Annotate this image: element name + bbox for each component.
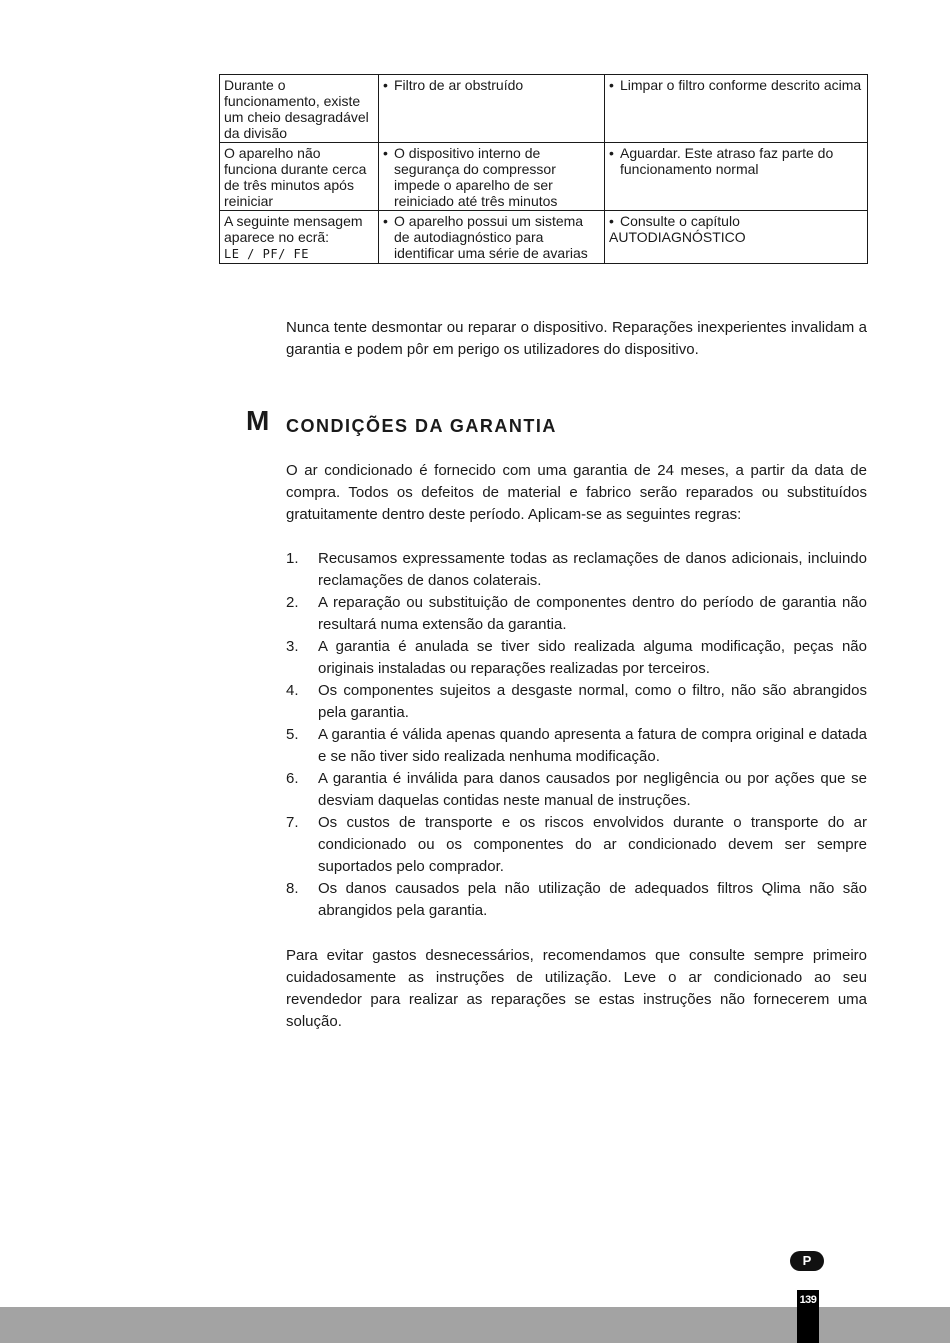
- list-item: 3. A garantia é anulada se tiver sido realizada alguma modificação, peças não originais instaladas ou reparações realizadas por terceiros.: [286, 638, 867, 677]
- page-number: 139: [799, 1294, 817, 1306]
- warranty-rules-list: [286, 548, 867, 922]
- list-item: 6. A garantia é inválida para danos causados por negligência ou por ações que se desviam daquelas contidas neste manual de instruções.: [286, 770, 867, 809]
- problem-cell: O aparelho não funciona durante cerca de três minutos após reiniciar: [220, 143, 379, 211]
- list-item: 8. Os danos causados pela não utilização de adequados filtros Qlima não são abrangidos pela garantia.: [286, 880, 867, 919]
- bullet-icon: •: [609, 145, 614, 161]
- display-codes: LE / PF/ FE: [224, 247, 309, 261]
- table-row: [220, 211, 868, 264]
- solution-cell: • Consulte o capítulo AUTODIAGNÓSTICO: [605, 211, 868, 264]
- section-letter: M: [246, 405, 270, 436]
- bullet-icon: •: [383, 77, 388, 93]
- cause-cell: • O dispositivo interno de segurança do compressor impede o aparelho de ser reiniciado até três minutos: [379, 143, 605, 211]
- cause-cell: • O aparelho possui um sistema de autodiagnóstico para identificar uma série de avarias: [379, 211, 605, 264]
- warning-paragraph: Nunca tente desmontar ou reparar o dispositivo. Reparações inexperientes invalidam a garantia e podem pôr em perigo os utilizadores do dispositivo.: [286, 319, 867, 358]
- table-row: [220, 75, 868, 143]
- list-item: 4. Os componentes sujeitos a desgaste normal, como o filtro, não são abrangidos pela garantia.: [286, 682, 867, 721]
- list-item: 2. A reparação ou substituição de componentes dentro do período de garantia não resultará numa extensão da garantia.: [286, 594, 867, 633]
- list-item: 1. Recusamos expressamente todas as reclamações de danos adicionais, incluindo reclamações de danos colaterais.: [286, 550, 867, 589]
- list-item: 7. Os custos de transporte e os riscos envolvidos durante o transporte do ar condicionado ou os componentes do ar condicionado devem ser sempre suportados pelo comprador.: [286, 814, 867, 875]
- troubleshooting-table: [219, 74, 868, 264]
- closing-paragraph: Para evitar gastos desnecessários, recomendamos que consulte sempre primeiro cuidadosamente as instruções de utilização. Leve o ar condicionado ao seu revendedor para realizar as reparações se estas instruções não fornecerem uma solução.: [286, 947, 867, 1030]
- bullet-icon: •: [609, 213, 614, 229]
- table-row: [220, 143, 868, 211]
- bullet-icon: •: [383, 213, 388, 229]
- language-badge: P: [790, 1251, 824, 1271]
- list-item: 5. A garantia é válida apenas quando apresenta a fatura de compra original e datada e se não tiver sido realizada nenhuma modificação.: [286, 726, 867, 765]
- bullet-icon: •: [383, 145, 388, 161]
- bullet-icon: •: [609, 77, 614, 93]
- intro-paragraph: O ar condicionado é fornecido com uma garantia de 24 meses, a partir da data de compra. Todos os defeitos de material e fabrico serão reparados ou substituídos gratuitamente dentro deste período. Aplicam-se as seguintes regras:: [286, 462, 867, 523]
- problem-cell: A seguinte mensagem aparece no ecrã: LE / PF/ FE: [220, 211, 379, 264]
- solution-cell: • Limpar o filtro conforme descrito acima: [605, 75, 868, 143]
- solution-cell: • Aguardar. Este atraso faz parte do funcionamento normal: [605, 143, 868, 211]
- cause-cell: • Filtro de ar obstruído: [379, 75, 605, 143]
- section-title: CONDIÇÕES DA GARANTIA: [286, 416, 557, 436]
- problem-cell: Durante o funcionamento, existe um cheio desagradável da divisão: [220, 75, 379, 143]
- solution-continuation: AUTODIAGNÓSTICO: [609, 229, 746, 245]
